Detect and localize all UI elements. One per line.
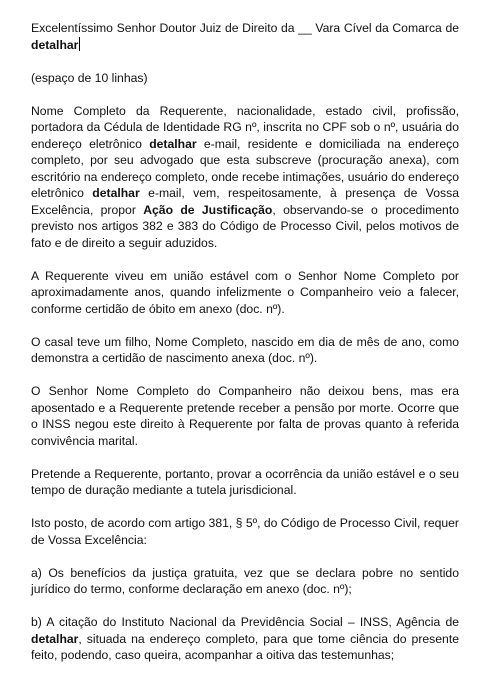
text-cursor xyxy=(79,37,80,51)
petition-header: Excelentíssimo Senhor Doutor Juiz de Direito da __ Vara Cível da Comarca de detalhar xyxy=(31,21,459,52)
intent-paragraph: Pretende a Requerente, portanto, provar a ocorrência da união estável e o seu tempo de duração mediante a tutela jurisdicional. xyxy=(31,466,459,497)
qualification-paragraph: Nome Completo da Requerente, nacionalidade, estado civil, profissão, portadora da Cédula de Identidade RG nº, inscrita no CPF sob o nº, usuária do endereço eletrônico detalhar e-mail, residente e domiciliada na endereço completo, por seu advogado que esta subscreve (procuração anexa), com escritório na endereço completo, onde recebe intimações, usuário do endereço eletrônico detalhar e-mail, vem, respeitosamente, à presença de Vossa Excelência, propor Ação de Justificação, observando-se o procedimento previsto nos artigos 382 e 383 do Código de Processo Civil, pelos motivos de fato e de direito a seguir aduzidos. xyxy=(31,103,459,250)
placeholder-agencia: detalhar xyxy=(31,631,79,646)
placeholder-email-advogado: detalhar xyxy=(92,186,140,200)
union-paragraph: A Requerente viveu em união estável com o Senhor Nome Completo por aproximadamente anos, quando infelizmente o Companheiro veio a falecer, conforme certidão de óbito em anexo (doc. nº). xyxy=(31,268,459,316)
spacing-note: (espaço de 10 linhas) xyxy=(31,70,148,85)
request-item-b: b) A citação do Instituto Nacional da Previdência Social – INSS, Agência de detalhar, situada na endereço completo, para que tome ciência do presente feito, podendo, caso queira, acompanhar a oitiva das testemunhas; xyxy=(31,615,459,662)
action-title: Ação de Justificação xyxy=(143,202,273,217)
placeholder-comarca: detalhar xyxy=(31,37,79,52)
request-item-a: a) Os benefícios da justiça gratuita, vez que se declara pobre no sentido jurídico do termo, conforme declaração em anexo (doc. nº); xyxy=(31,565,459,596)
placeholder-email-requerente: detalhar xyxy=(149,136,197,151)
child-paragraph: O casal teve um filho, Nome Completo, nascido em dia de mês de ano, como demonstra a certidão de nascimento anexa (doc. nº). xyxy=(31,334,459,365)
request-paragraph: Isto posto, de acordo com artigo 381, § 5º, do Código de Processo Civil, requer de Vossa Excelência: xyxy=(31,516,459,547)
document-page xyxy=(31,20,459,680)
inss-paragraph: O Senhor Nome Completo do Companheiro não deixou bens, mas era aposentado e a Requerente pretende receber a pensão por morte. Ocorre que o INSS negou este direito à Requerente por falta de provas quanto à referida convivência marital. xyxy=(31,384,459,448)
